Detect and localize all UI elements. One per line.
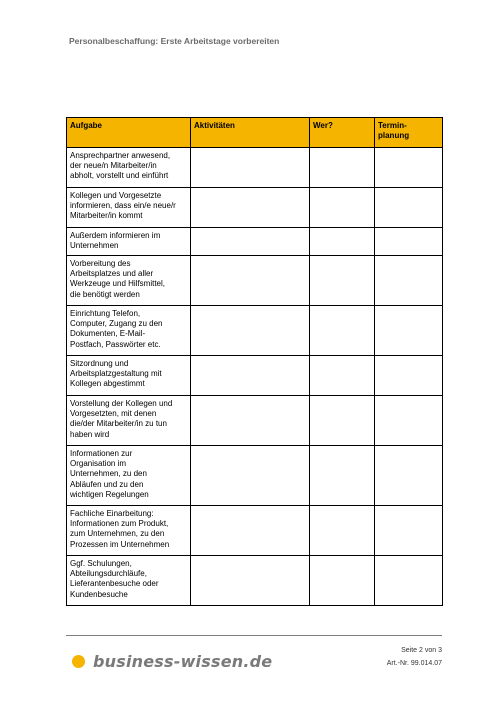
table-row [67,396,443,446]
schedule-cell[interactable] [375,228,443,256]
brand-logo[interactable] [72,652,272,671]
who-cell[interactable] [310,396,375,446]
activities-cell[interactable] [191,228,310,256]
schedule-cell[interactable] [375,556,443,606]
table-row [67,306,443,356]
activities-cell[interactable] [191,506,310,556]
table-row [67,148,443,188]
document-title: Personalbeschaffung: Erste Arbeitstage vorbereiten [69,36,280,46]
task-cell: Sitzordnung und Arbeitsplatzgestaltung mit Kollegen abgestimmt [67,356,191,396]
who-cell[interactable] [310,148,375,188]
page-number: Seite 2 von 3 [401,647,442,654]
table-row [67,506,443,556]
task-cell: Informationen zur Organisation im Unternehmen, zu den Abläufen und zu den wichtigen Regelungen [67,446,191,506]
logo-dot-icon [72,655,85,668]
who-cell[interactable] [310,446,375,506]
task-table [66,117,443,606]
header-activities: Aktivitäten [191,118,310,148]
who-cell[interactable] [310,306,375,356]
schedule-cell[interactable] [375,506,443,556]
header-task: Aufgabe [67,118,191,148]
who-cell[interactable] [310,556,375,606]
table-header-row [67,118,443,148]
table-row [67,228,443,256]
article-number: Art.-Nr. 99.014.07 [386,660,442,667]
task-cell: Kollegen und Vorgesetzte informieren, dass ein/e neue/r Mitarbeiter/in kommt [67,188,191,228]
activities-cell[interactable] [191,306,310,356]
schedule-cell[interactable] [375,396,443,446]
table-row [67,446,443,506]
who-cell[interactable] [310,506,375,556]
schedule-cell[interactable] [375,306,443,356]
activities-cell[interactable] [191,256,310,306]
activities-cell[interactable] [191,188,310,228]
logo-text: business-wissen.de [93,652,273,671]
table-row [67,556,443,606]
table-row [67,256,443,306]
table-row [67,356,443,396]
schedule-cell[interactable] [375,148,443,188]
activities-cell[interactable] [191,396,310,446]
schedule-cell[interactable] [375,188,443,228]
who-cell[interactable] [310,228,375,256]
task-cell: Ansprechpartner anwesend, der neue/n Mitarbeiter/in abholt, vorstellt und einführt [67,148,191,188]
task-cell: Einrichtung Telefon, Computer, Zugang zu den Dokumenten, E-Mail- Postfach, Passwörter etc. [67,306,191,356]
task-cell: Ggf. Schulungen, Abteilungsdurchläufe, Lieferantenbesuche oder Kundenbesuche [67,556,191,606]
task-cell: Außerdem informieren im Unternehmen [67,228,191,256]
header-who: Wer? [310,118,375,148]
activities-cell[interactable] [191,356,310,396]
footer-divider [66,635,442,636]
who-cell[interactable] [310,356,375,396]
schedule-cell[interactable] [375,446,443,506]
schedule-cell[interactable] [375,256,443,306]
activities-cell[interactable] [191,446,310,506]
task-cell: Vorstellung der Kollegen und Vorgesetzten, mit denen die/der Mitarbeiter/in zu tun haben wird [67,396,191,446]
task-cell: Fachliche Einarbeitung: Informationen zum Produkt, zum Unternehmen, zu den Prozessen im Unternehmen [67,506,191,556]
who-cell[interactable] [310,188,375,228]
task-cell: Vorbereitung des Arbeitsplatzes und aller Werkzeuge und Hilfsmittel, die benötigt werden [67,256,191,306]
who-cell[interactable] [310,256,375,306]
header-schedule: Termin- planung [375,118,443,148]
activities-cell[interactable] [191,148,310,188]
activities-cell[interactable] [191,556,310,606]
schedule-cell[interactable] [375,356,443,396]
table-row [67,188,443,228]
